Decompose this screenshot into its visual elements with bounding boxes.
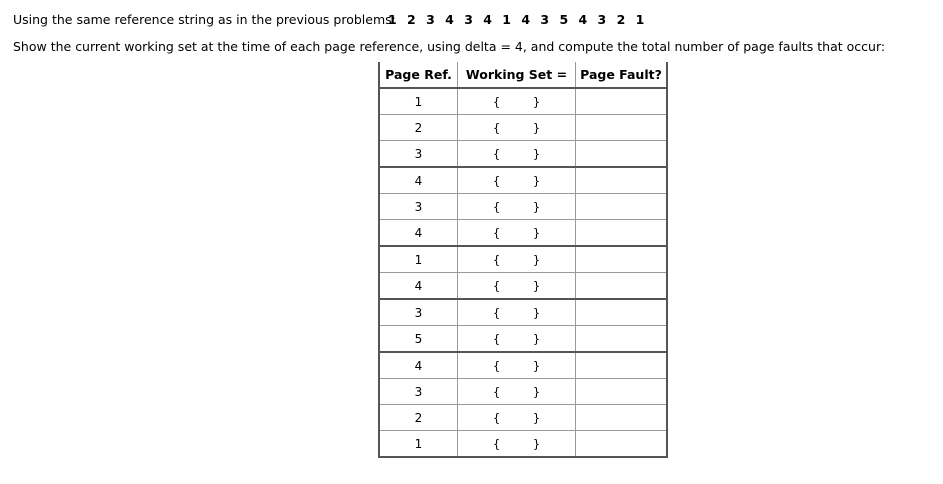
close-brace: } [532,410,541,425]
page-ref-cell: 4 [379,273,458,300]
table-row [379,326,667,353]
page-ref-cell: 1 [379,431,458,458]
page-fault-cell[interactable] [576,405,668,431]
working-set-table [378,62,668,458]
page-fault-cell[interactable] [576,141,668,168]
working-set-cell[interactable] [458,220,576,247]
table-row [379,115,667,141]
open-brace: { [492,199,501,214]
working-set-cell[interactable] [458,273,576,300]
table-row [379,141,667,168]
table-row [379,405,667,431]
close-brace: } [532,146,541,161]
working-set-cell[interactable] [458,352,576,379]
header-page-fault: Page Fault? [576,62,668,88]
page-ref-cell: 4 [379,352,458,379]
page-ref-cell: 3 [379,194,458,220]
page-ref-cell: 1 [379,88,458,115]
table-row [379,299,667,326]
working-set-cell[interactable] [458,326,576,353]
reference-string: 1 2 3 4 3 4 1 4 3 5 4 3 2 1 [388,12,645,27]
page-fault-cell[interactable] [576,220,668,247]
open-brace: { [492,305,501,320]
open-brace: { [492,278,501,293]
table-header-row [379,62,667,88]
table-row [379,352,667,379]
close-brace: } [532,358,541,373]
page-fault-cell[interactable] [576,299,668,326]
page-fault-cell[interactable] [576,115,668,141]
working-set-cell[interactable] [458,379,576,405]
close-brace: } [532,225,541,240]
open-brace: { [492,384,501,399]
page-fault-cell[interactable] [576,194,668,220]
intro-text: Using the same reference string as in the previous problems: [13,12,396,27]
open-brace: { [492,146,501,161]
open-brace: { [492,331,501,346]
page-ref-cell: 2 [379,405,458,431]
page-fault-cell[interactable] [576,379,668,405]
page-ref-cell: 5 [379,326,458,353]
working-set-cell[interactable] [458,405,576,431]
table-row [379,431,667,458]
header-working-set: Working Set = [458,62,576,88]
close-brace: } [532,278,541,293]
working-set-cell[interactable] [458,194,576,220]
open-brace: { [492,410,501,425]
header-page-ref: Page Ref. [379,62,458,88]
close-brace: } [532,199,541,214]
open-brace: { [492,436,501,451]
table-row [379,220,667,247]
page-fault-cell[interactable] [576,167,668,194]
page-ref-cell: 4 [379,167,458,194]
page-ref-cell: 3 [379,299,458,326]
open-brace: { [492,358,501,373]
working-set-cell[interactable] [458,167,576,194]
page-fault-cell[interactable] [576,431,668,458]
working-set-cell[interactable] [458,141,576,168]
close-brace: } [532,120,541,135]
page-ref-cell: 2 [379,115,458,141]
open-brace: { [492,94,501,109]
table-row [379,194,667,220]
table-row [379,167,667,194]
table-row [379,379,667,405]
working-set-cell[interactable] [458,246,576,273]
working-set-cell[interactable] [458,431,576,458]
close-brace: } [532,252,541,267]
open-brace: { [492,173,501,188]
instruction-text: Show the current working set at the time of each page reference, using delta = 4, and compute the total number of page faults that occur: [13,39,886,54]
table-row [379,246,667,273]
table-body [379,88,667,457]
table-row [379,88,667,115]
open-brace: { [492,252,501,267]
close-brace: } [532,331,541,346]
close-brace: } [532,436,541,451]
table-row [379,273,667,300]
page-fault-cell[interactable] [576,273,668,300]
working-set-cell[interactable] [458,299,576,326]
page-fault-cell[interactable] [576,352,668,379]
page-fault-cell[interactable] [576,326,668,353]
open-brace: { [492,120,501,135]
page-fault-cell[interactable] [576,88,668,115]
working-set-cell[interactable] [458,115,576,141]
close-brace: } [532,173,541,188]
close-brace: } [532,384,541,399]
page-ref-cell: 4 [379,220,458,247]
working-set-cell[interactable] [458,88,576,115]
page-ref-cell: 3 [379,141,458,168]
page-ref-cell: 3 [379,379,458,405]
page-fault-cell[interactable] [576,246,668,273]
page-ref-cell: 1 [379,246,458,273]
close-brace: } [532,94,541,109]
open-brace: { [492,225,501,240]
close-brace: } [532,305,541,320]
